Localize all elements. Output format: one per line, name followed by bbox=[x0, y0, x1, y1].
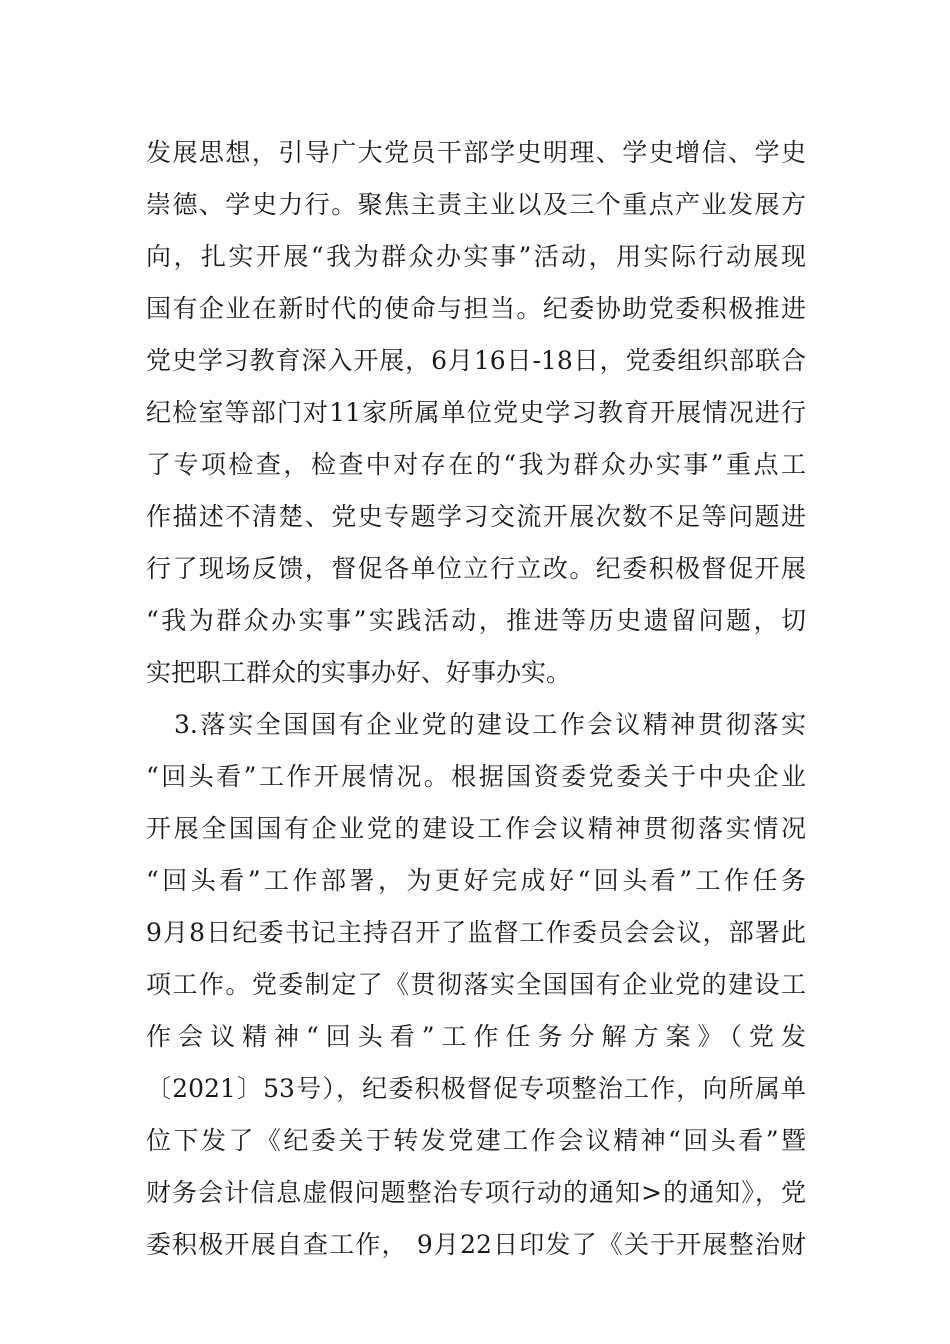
text-line: 了专项检查，检查中对存在的“我为群众办实事”重点工 bbox=[146, 450, 806, 479]
section-heading-line: 3.落实全国国有企业党的建设工作会议精神贯彻落实 bbox=[174, 710, 806, 739]
text-line: 开展全国国有企业党的建设工作会议精神贯彻落实情况 bbox=[146, 814, 806, 843]
text-line: 9月8日纪委书记主持召开了监督工作委员会会议，部署此 bbox=[146, 918, 806, 947]
text-line: 位下发了《纪委关于转发党建工作会议精神“回头看”暨 bbox=[146, 1126, 806, 1155]
text-line: 党史学习教育深入开展，6月16日-18日，党委组织部联合 bbox=[146, 346, 806, 375]
text-line: 〔2021〕53号），纪委积极督促专项整治工作，向所属单 bbox=[146, 1074, 806, 1103]
text-line: “我为群众办实事”实践活动，推进等历史遗留问题，切 bbox=[146, 606, 806, 635]
body-text bbox=[146, 131, 806, 1275]
text-line: 行了现场反馈，督促各单位立行立改。纪委积极督促开展 bbox=[146, 554, 806, 583]
text-line: 向，扎实开展“我为群众办实事”活动，用实际行动展现 bbox=[146, 242, 806, 271]
text-line: 崇德、学史力行。聚焦主责主业以及三个重点产业发展方 bbox=[146, 190, 806, 219]
text-line: “回头看”工作开展情况。根据国资委党委关于中央企业 bbox=[146, 762, 806, 791]
text-line: 纪检室等部门对11家所属单位党史学习教育开展情况进行 bbox=[146, 398, 806, 427]
text-line: 作描述不清楚、党史专题学习交流开展次数不足等问题进 bbox=[146, 502, 806, 531]
text-line: 发展思想，引导广大党员干部学史明理、学史增信、学史 bbox=[146, 138, 806, 167]
text-line: 项工作。党委制定了《贯彻落实全国国有企业党的建设工 bbox=[146, 970, 806, 999]
text-line: 实把职工群众的实事办好、好事办实。 bbox=[146, 658, 572, 687]
text-line: 委积极开展自查工作， 9月22日印发了《关于开展整治财 bbox=[146, 1230, 806, 1259]
text-line: 作会议精神“回头看”工作任务分解方案》（党发 bbox=[146, 1022, 806, 1051]
text-line: 财务会计信息虚假问题整治专项行动的通知>的通知》，党 bbox=[146, 1178, 806, 1207]
text-line: “回头看”工作部署，为更好完成好“回头看”工作任务 bbox=[146, 866, 806, 895]
text-line: 国有企业在新时代的使命与担当。纪委协助党委积极推进 bbox=[146, 294, 806, 323]
